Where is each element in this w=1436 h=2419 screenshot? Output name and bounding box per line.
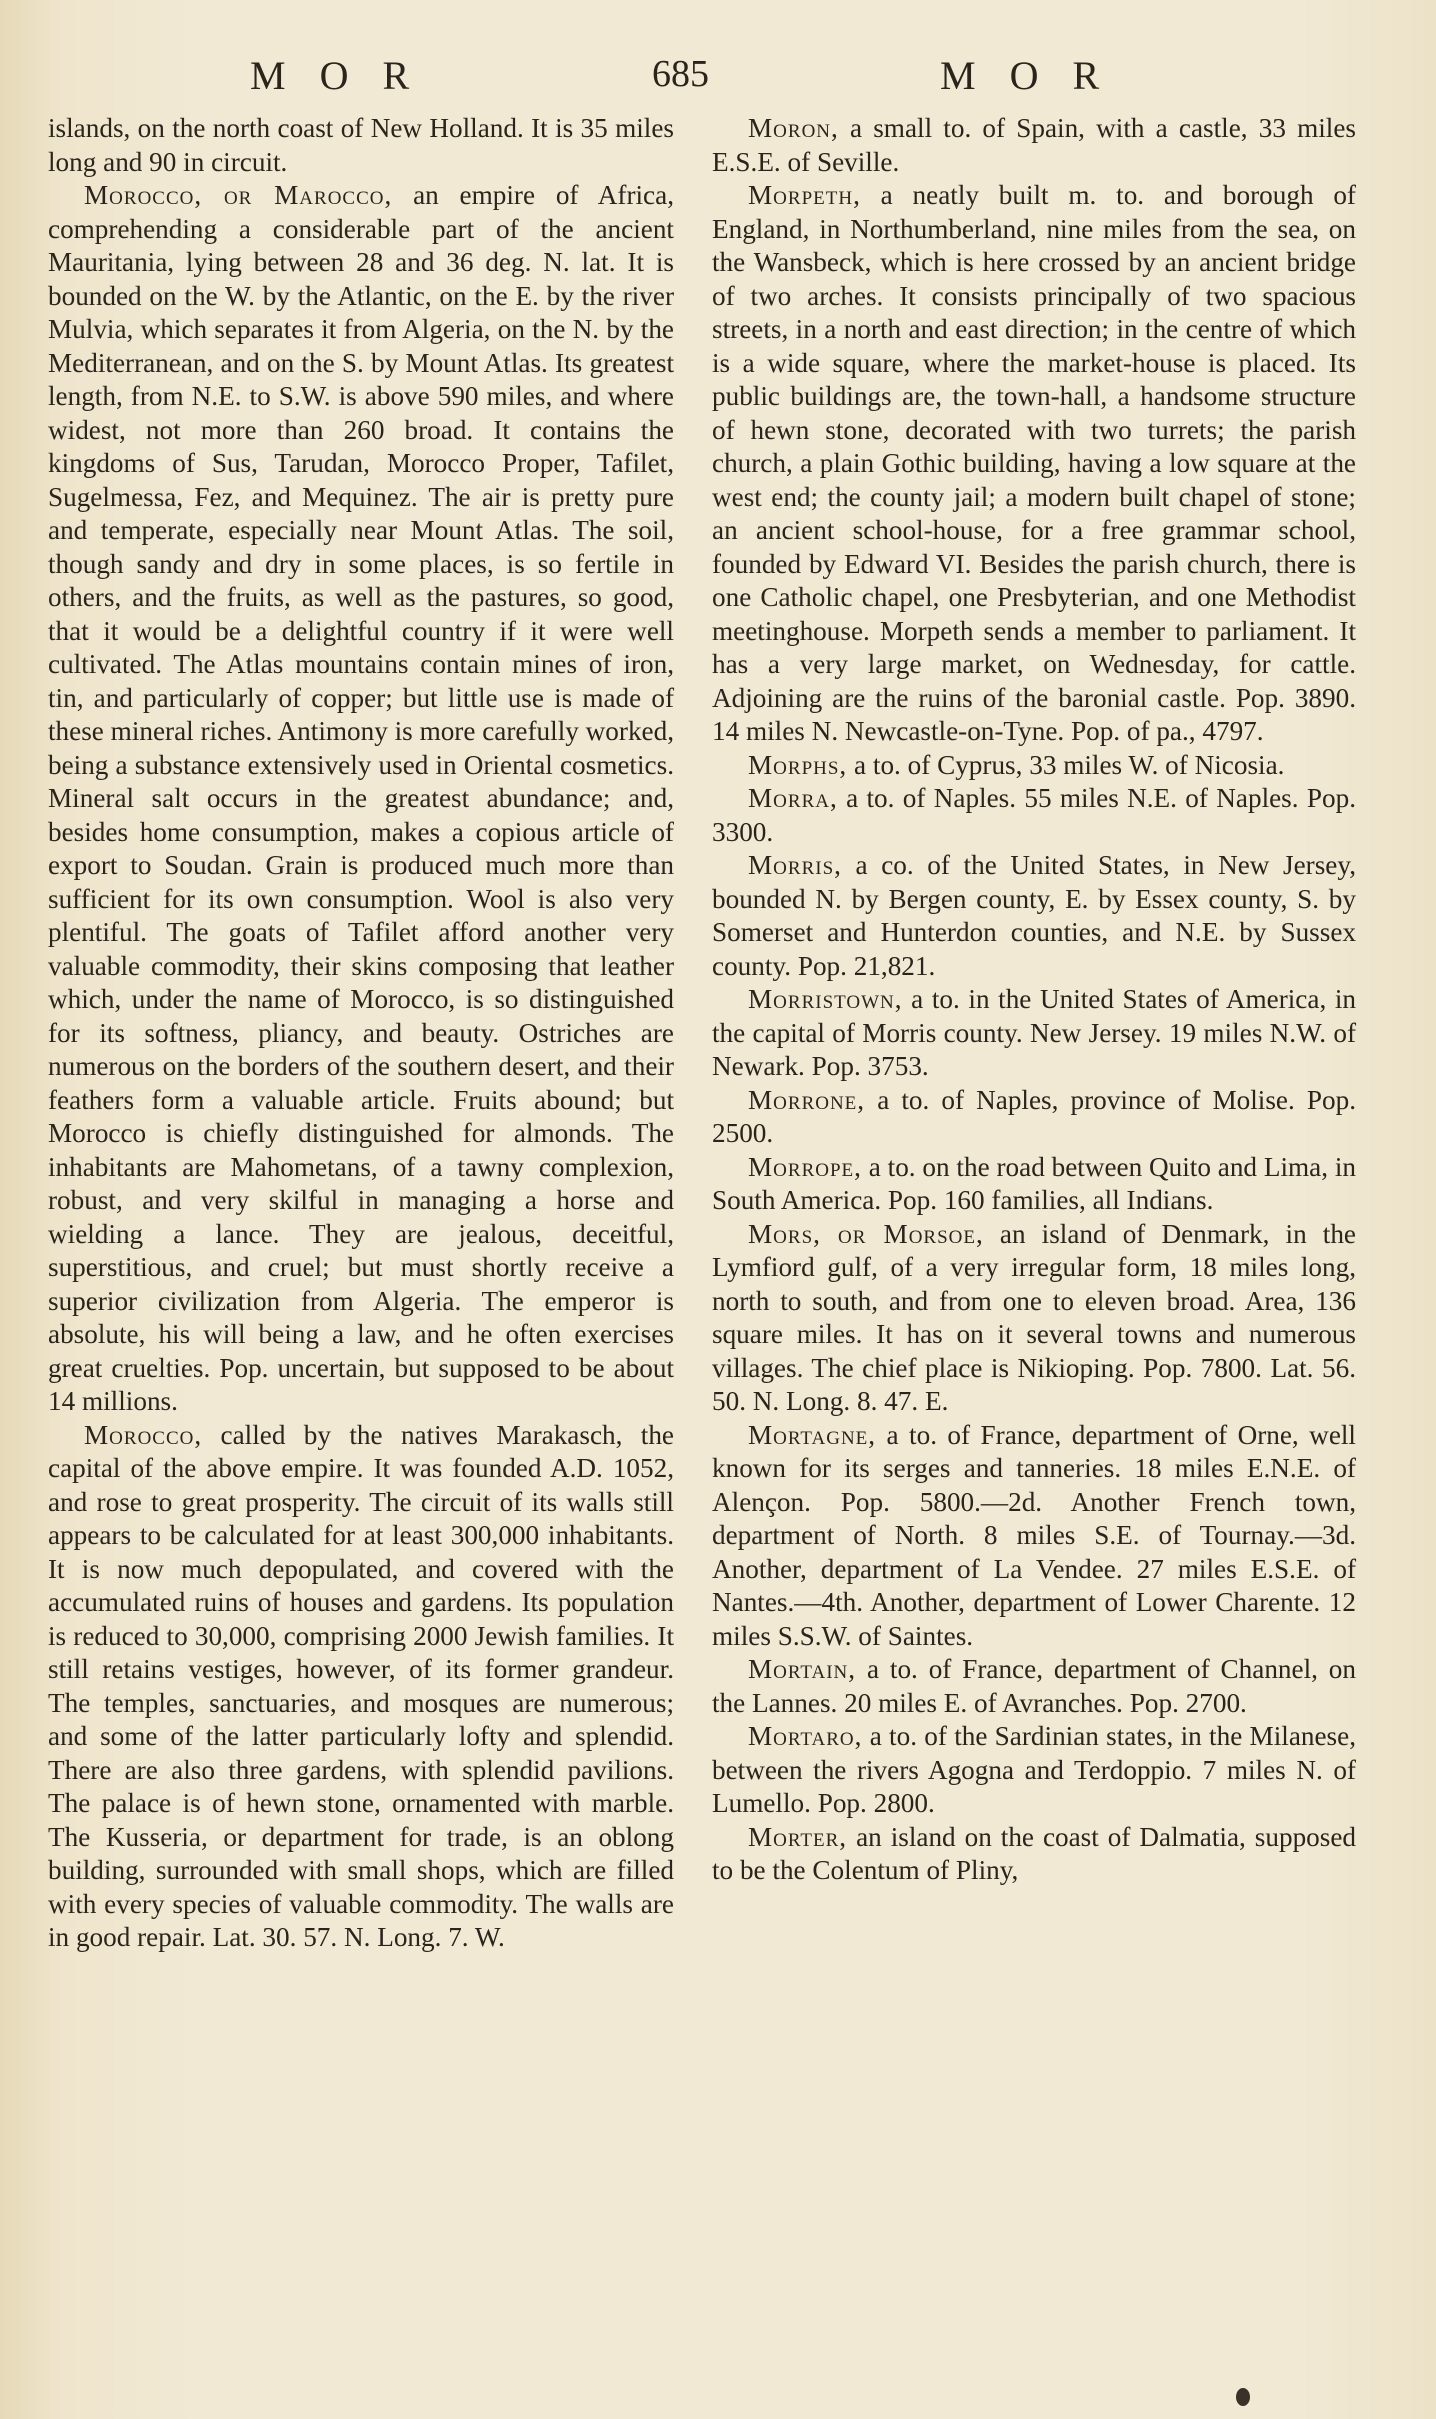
entry-headword: Morphs, <box>748 749 848 780</box>
entry-headword: Morocco, or Marocco, <box>84 180 393 210</box>
entry-headword: Morristown, <box>748 984 903 1014</box>
entry-paragraph <box>48 179 674 1419</box>
entry-headword: Moron, <box>748 113 839 143</box>
entry-headword: Morris, <box>748 850 842 880</box>
entry-paragraph <box>712 1419 1356 1654</box>
entry-text: a to. of Cyprus, 33 miles W. of Nicosia. <box>847 749 1285 780</box>
entry-text: a to. of Naples. 55 miles N.E. of Naples. Pop. 3300. <box>712 783 1356 847</box>
entry-headword: Morrope, <box>748 1151 862 1182</box>
entry-text: a to. of the Sardinian states, in the Milanese, between the rivers Agogna and Terdoppio. 7 miles N. of Lumello. Pop. 2800. <box>712 1721 1356 1818</box>
entry-paragraph <box>712 112 1356 179</box>
header-left-guideword: MOR <box>250 53 444 98</box>
entry-text: a to. of France, department of Orne, well known for its serges and tanneries. 18 miles E.N.E. of Alençon. Pop. 5800.—2d. Another French town, department of North. 8 miles S.E. of Tournay.—3d. Another, department of La Vendee. 27 miles E.S.E. of Nantes.—4th. Another, department of Lower Charente. 12 miles S.S.W. of Saintes. <box>712 1419 1356 1651</box>
entry-headword: Morrone, <box>748 1084 866 1115</box>
entry-headword: Morra, <box>748 783 838 813</box>
entry-paragraph <box>712 1821 1356 1888</box>
entry-text: a co. of the United States, in New Jersey, bounded N. by Bergen county, E. by Essex county, S. by Somerset and Hunterdon counties, and N.E. by Sussex county. Pop. 21,821. <box>712 850 1356 981</box>
entry-paragraph <box>712 1653 1356 1720</box>
entry-text: a to. of France, department of Channel, on the Lannes. 20 miles E. of Avranches. Pop. 2700. <box>712 1654 1356 1718</box>
header-right-guideword: MOR <box>940 53 1134 98</box>
entry-paragraph <box>712 983 1356 1084</box>
entry-paragraph <box>48 112 674 179</box>
entry-text: a to. on the road between Quito and Lima, in South America. Pop. 160 families, all Indians. <box>712 1151 1356 1215</box>
entry-headword: Morter, <box>748 1821 848 1852</box>
ink-blot <box>1236 2388 1250 2406</box>
entry-headword: Mortaro, <box>748 1721 863 1751</box>
left-column <box>48 112 674 1955</box>
entry-paragraph <box>712 179 1356 749</box>
entry-headword: Morpeth, <box>748 180 861 210</box>
entry-text: an island on the coast of Dalmatia, supposed to be the Colentum of Pliny, <box>712 1821 1356 1885</box>
entry-text: islands, on the north coast of New Holland. It is 35 miles long and 90 in circuit. <box>48 113 674 177</box>
page-number: 685 <box>652 53 709 95</box>
entry-text: an island of Denmark, in the Lymfiord gulf, of a very irregular form, 18 miles long, north to south, and from one to eleven broad. Area, 136 square miles. It has on it several towns and numerous villages. The chief place is Nikioping. Pop. 7800. Lat. 56. 50. N. Long. 8. 47. E. <box>712 1218 1356 1416</box>
entry-headword: Mortain, <box>748 1654 857 1684</box>
entry-text: called by the natives Marakasch, the capital of the above empire. It was founded A.D. 1052, and rose to great prosperity. The circuit of its walls still appears to be calculated for at least 300,000 inhabitants. It is now much depopulated, and covered with the accumulated ruins of houses and gardens. Its population is reduced to 30,000, comprising 2000 Jewish families. It still retains vestiges, however, of its former grandeur. The temples, sanctuaries, and mosques are numerous; and some of the latter particularly lofty and splendid. There are also three gardens, with splendid pavilions. The palace is of hewn stone, ornamented with marble. The Kusseria, or department for trade, is an oblong building, surrounded with small shops, which are filled with every species of valuable commodity. The walls are in good repair. Lat. 30. 57. N. Long. 7. W. <box>48 1419 674 1952</box>
entry-headword: Mors, or Morsoe, <box>748 1218 984 1249</box>
entry-paragraph <box>712 782 1356 849</box>
entry-paragraph <box>712 1151 1356 1218</box>
entry-paragraph <box>712 849 1356 983</box>
entry-text: an empire of Africa, comprehending a considerable part of the ancient Mauritania, lying between 28 and 36 deg. N. lat. It is bounded on the W. by the Atlantic, on the E. by the river Mulvia, which separates it from Algeria, on the N. by the Mediterranean, and on the S. by Mount Atlas. Its greatest length, from N.E. to S.W. is above 590 miles, and where widest, not more than 260 broad. It contains the kingdoms of Sus, Tarudan, Morocco Proper, Tafilet, Sugelmessa, Fez, and Mequinez. The air is pretty pure and temperate, especially near Mount Atlas. The soil, though sandy and dry in some places, is so fertile in others, and the fruits, as well as the pastures, so good, that it would be a delightful country if it were well cultivated. The Atlas mountains contain mines of iron, tin, and particularly of copper; but little use is made of these mineral riches. Antimony is more carefully worked, being a substance extensively used in Oriental cosmetics. Mineral salt occurs in the greatest abundance; and, besides home consumption, makes a copious article of export to Soudan. Grain is produced much more than sufficient for its own consumption. Wool is also very plentiful. The goats of Tafilet afford another very valuable commodity, their skins composing that leather which, under the name of Morocco, is so distinguished for its softness, pliancy, and beauty. Ostriches are numerous on the borders of the southern desert, and their feathers form a valuable article. Fruits abound; but Morocco is chiefly distinguished for almonds. The inhabitants are Mahometans, of a tawny complexion, robust, and very skilful in managing a horse and wielding a lance. They are jealous, deceitful, superstitious, and cruel; but must shortly receive a superior civilization from Algeria. The emperor is absolute, his will being a law, and he often exercises great cruelties. Pop. uncertain, but supposed to be about 14 millions. <box>48 180 674 1416</box>
entry-headword: Morocco, <box>84 1419 203 1450</box>
entry-text: a to. of Naples, province of Molise. Pop. 2500. <box>712 1084 1356 1148</box>
entry-paragraph <box>712 1720 1356 1821</box>
entry-headword: Mortagne, <box>748 1419 877 1450</box>
entry-paragraph <box>712 749 1356 783</box>
entry-text: a to. in the United States of America, in the capital of Morris county. New Jersey. 19 miles N.W. of Newark. Pop. 3753. <box>712 984 1356 1081</box>
entry-text: a neatly built m. to. and borough of England, in Northumberland, nine miles from the sea, on the Wansbeck, which is here crossed by an ancient bridge of two arches. It consists principally of two spacious streets, in a north and east direction; in the centre of which is a wide square, where the market-house is placed. Its public buildings are, the town-hall, a handsome structure of hewn stone, decorated with two turrets; the parish church, a plain Gothic building, having a low square at the west end; the county jail; a modern built chapel of stone; an ancient school-house, for a free grammar school, founded by Edward VI. Besides the parish church, there is one Catholic chapel, one Presbyterian, and one Methodist meetinghouse. Morpeth sends a member to parliament. It has a very large market, on Wednesday, for cattle. Adjoining are the ruins of the baronial castle. Pop. 3890. 14 miles N. Newcastle-on-Tyne. Pop. of pa., 4797. <box>712 180 1356 746</box>
right-column <box>712 112 1356 1888</box>
entry-paragraph <box>712 1084 1356 1151</box>
entry-paragraph <box>712 1218 1356 1419</box>
running-header <box>0 52 1436 108</box>
entry-text: a small to. of Spain, with a castle, 33 miles E.S.E. of Seville. <box>712 113 1356 177</box>
entry-paragraph <box>48 1419 674 1955</box>
